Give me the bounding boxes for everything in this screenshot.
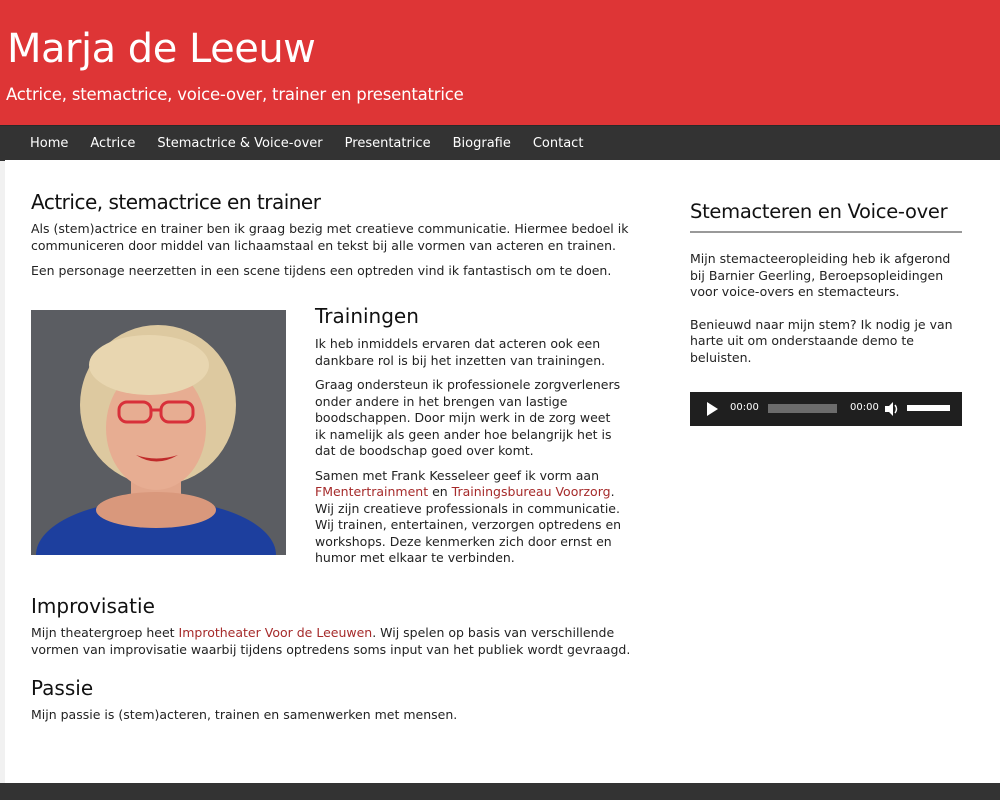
content-area [5, 160, 1000, 783]
play-icon[interactable] [707, 402, 718, 416]
main-nav [0, 125, 1000, 161]
improvisatie-paragraph: Mijn theatergroep heet Improtheater Voor de Leeuwen. Wij spelen op basis van verschillende vormen van improvisatie waarbij tijdens optredens soms input van het publiek wordt gevraagd. [31, 625, 631, 657]
nav-item-contact[interactable]: Contact [532, 136, 584, 151]
fmentertrainment-link[interactable]: FMentertrainment [315, 484, 429, 499]
trainingsbureau-voorzorg-link[interactable]: Trainingsbureau Voorzorg [451, 484, 611, 499]
site-header [0, 0, 1000, 125]
audio-player [690, 392, 962, 426]
site-footer [0, 783, 1000, 800]
sidebar [690, 200, 962, 426]
improtheater-link[interactable]: Improtheater Voor de Leeuwen [178, 625, 373, 640]
nav-item-biografie[interactable]: Biografie [452, 136, 511, 151]
passie-paragraph: Mijn passie is (stem)acteren, trainen en samenwerken met mensen. [31, 707, 458, 722]
volume-slider[interactable] [907, 405, 950, 411]
nav-item-home[interactable]: Home [30, 136, 69, 151]
portrait-image [31, 310, 286, 555]
sidebar-paragraph-2: Benieuwd naar mijn stem? Ik nodig je van harte uit om onderstaande demo te beluisten. [690, 316, 953, 365]
site-title[interactable]: Marja de Leeuw [7, 26, 316, 72]
nav-item-stemactrice[interactable]: Stemactrice & Voice-over [157, 136, 323, 151]
site-tagline: Actrice, stemactrice, voice-over, trainer en presentatrice [6, 85, 464, 104]
intro-paragraph-2: Een personage neerzetten in een scene tijdens een optreden vind ik fantastisch om te doen. [31, 263, 612, 278]
sidebar-heading: Stemacteren en Voice-over [690, 200, 962, 233]
nav-item-actrice[interactable]: Actrice [90, 136, 136, 151]
progress-slider[interactable] [768, 404, 837, 413]
trainingen-paragraph-1: Ik heb inmiddels ervaren dat acteren ook een dankbare rol is bij het inzetten van trainingen. [315, 336, 606, 368]
intro-heading: Actrice, stemactrice en trainer [31, 190, 321, 214]
portrait-photo [31, 310, 286, 555]
nav-item-presentatrice[interactable]: Presentatrice [344, 136, 431, 151]
intro-paragraph-1: Als (stem)actrice en trainer ben ik graag bezig met creatieve communicatie. Hiermee bedoel ik communiceren door middel van lichaamstaal en tekst bij alle vormen van acteren en trainen. [31, 221, 629, 253]
trainingen-heading: Trainingen [315, 304, 419, 328]
trainingen-paragraph-3: Samen met Frank Kesseleer geef ik vorm aan FMentertrainment en Trainingsbureau Voorzorg. Wij zijn creatieve professionals in communicatie. Wij trainen, entertainen, verzorgen optredens en workshops. Deze kenmerken zich door ernst en humor met elkaar te verbinden. [315, 467, 622, 565]
current-time: 00:00 [730, 402, 759, 413]
trainingen-paragraph-2: Graag ondersteun ik professionele zorgverleners onder andere in het brengen van lastige boodschappen. Door mijn werk in de zorg weet ik namelijk als geen ander hoe belangrijk het is dat de boodschap goed over komt. [315, 377, 621, 458]
volume-icon[interactable] [884, 401, 900, 417]
passie-heading: Passie [31, 676, 94, 700]
trainingen-section [315, 304, 625, 575]
duration-time: 00:00 [850, 402, 879, 413]
sidebar-paragraph-1: Mijn stemacteeropleiding heb ik afgerond bij Barnier Geerling, Beroepsopleidingen voor voice-overs en stemacteurs. [690, 251, 951, 299]
improvisatie-heading: Improvisatie [31, 594, 155, 618]
